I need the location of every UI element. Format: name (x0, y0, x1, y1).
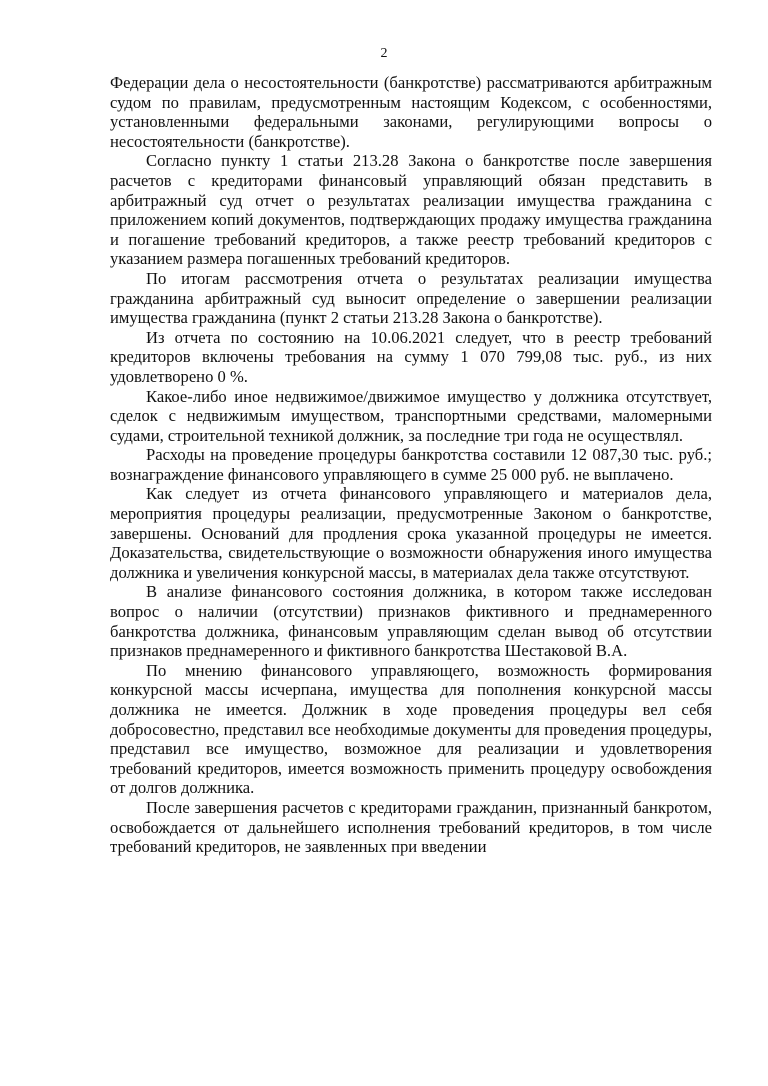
paragraph-6: Расходы на проведение процедуры банкротства составили 12 087,30 тыс. руб.; вознаграждение финансового управляющего в сумме 25 000 руб. не выплачено. (110, 445, 712, 484)
paragraph-1: Федерации дела о несостоятельности (банкротстве) рассматриваются арбитражным судом по правилам, предусмотренным настоящим Кодексом, с особенностями, установленными федеральными законами, регулирующими вопросы о несостоятельности (банкротстве). (110, 73, 712, 151)
paragraph-10: После завершения расчетов с кредиторами гражданин, признанный банкротом, освобождается от дальнейшего исполнения требований кредиторов, в том числе требований кредиторов, не заявленных при введении (110, 797, 712, 857)
paragraph-2: Согласно пункту 1 статьи 213.28 Закона о банкротстве после завершения расчетов с кредиторами финансовый управляющий обязан представить в арбитражный суд отчет о результатах реализации имущества гражданина с приложением копий документов, подтверждающих продажу имущества гражданина и погашение требований кредиторов, а также реестр требований кредиторов с указанием размера погашенных требований кредиторов. (110, 151, 712, 269)
paragraph-8: В анализе финансового состояния должника, в котором также исследован вопрос о наличии (отсутствии) признаков фиктивного и преднамеренного банкротства должника, финансовым управляющим сделан вывод об отсутствии признаков преднамеренного и фиктивного банкротства Шестаковой В.А. (110, 582, 712, 661)
paragraph-3: По итогам рассмотрения отчета о результатах реализации имущества гражданина арбитражный суд выносит определение о завершении реализации имущества гражданина (пункт 2 статьи 213.28 Закона о банкротстве). (110, 268, 712, 328)
page-number: 2 (380, 46, 388, 61)
document-body (110, 73, 712, 857)
paragraph-5: Какое-либо иное недвижимое/движимое имущество у должника отсутствует, сделок с недвижимым имуществом, транспортными средствами, маломерными судами, строительной техникой должник, за последние три года не осуществлял. (110, 386, 712, 445)
paragraph-7: Как следует из отчета финансового управляющего и материалов дела, мероприятия процедуры реализации, предусмотренные Законом о банкротстве, завершены. Оснований для продления срока указанной процедуры не имеется. Доказательства, свидетельствующие о возможности обнаружения иного имущества должника и увеличения конкурсной массы, в материалах дела также отсутствуют. (110, 484, 712, 582)
paragraph-9: По мнению финансового управляющего, возможность формирования конкурсной массы исчерпана, имущества для пополнения конкурсной массы должника не имеется. Должник в ходе проведения процедуры вел себя добросовестно, представил все необходимые документы для проведения процедуры, представил все имущество, возможное для реализации и удовлетворения требований кредиторов, имеется возможность применить процедуру освобождения от долгов должника. (110, 660, 712, 798)
paragraph-4: Из отчета по состоянию на 10.06.2021 следует, что в реестр требований кредиторов включены требования на сумму 1 070 799,08 тыс. руб., из них удовлетворено 0 %. (110, 327, 712, 386)
